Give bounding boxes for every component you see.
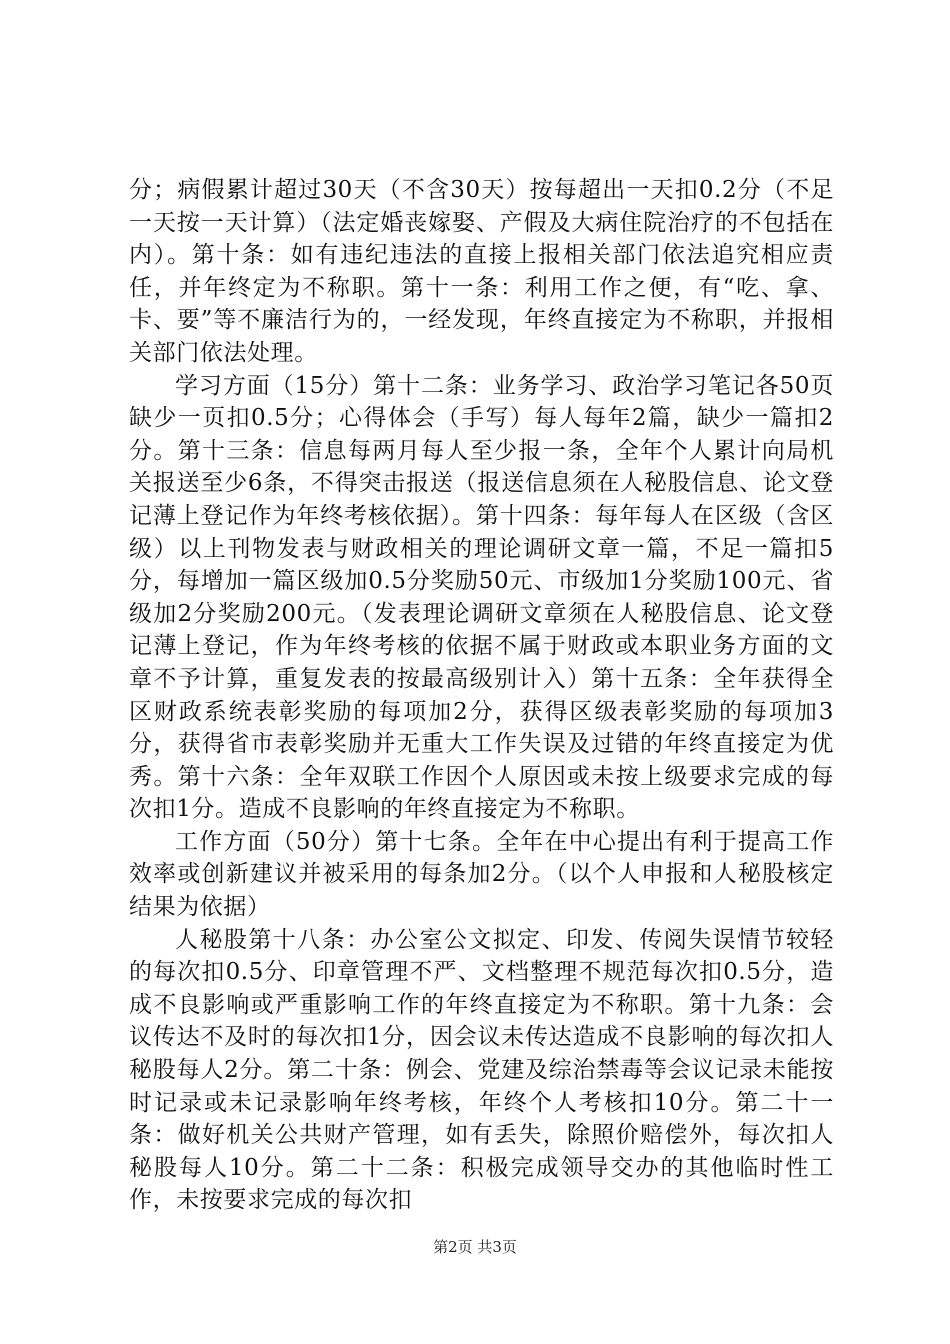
page-footer: 第2页 共3页 bbox=[433, 1238, 517, 1256]
paragraph-study: 学习方面（15分）第十二条：业务学习、政治学习笔记各50页缺少一页扣0.5分；心得体会（手写）每人每年2篇，缺少一篇扣2分。第十三条：信息每两月每人至少报一条，全年个人累计向局机关报送至少6条，不得突击报送（报送信息须在人秘股信息、论文登记薄上登记作为年终考核依据）。第十四条：每年每人在区级（含区级）以上刊物发表与财政相关的理论调研文章一篇，不足一篇扣5分，每增加一篇区级加0.5分奖励50元、市级加1分奖励100元、省级加2分奖励200元。（发表理论调研文章须在人秘股信息、论文登记薄上登记，作为年终考核的依据不属于财政或本职业务方面的文章不予计算，重复发表的按最高级别计入）第十五条：全年获得全区财政系统表彰奖励的每项加2分，获得区级表彰奖励的每项加3分，获得省市表彰奖励并无重大工作失误及过错的年终直接定为优秀。第十六条：全年双联工作因个人原因或未按上级要求完成的每次扣1分。造成不良影响的年终直接定为不称职。 bbox=[129, 372, 834, 823]
document-body bbox=[129, 174, 834, 1217]
paragraph-personnel-section: 人秘股第十八条：办公室公文拟定、印发、传阅失误情节较轻的每次扣0.5分、印章管理不严、文档整理不规范每次扣0.5分，造成不良影响或严重影响工作的年终直接定为不称职。第十九条：会议传达不及时的每次扣1分，因会议未传达造成不良影响的每次扣人秘股每人2分。第二十条：例会、党建及综治禁毒等会议记录未能按时记录或未记录影响年终考核，年终个人考核扣10分。第二十一条：做好机关公共财产管理，如有丢失，除照价赔偿外，每次扣人秘股每人10分。第二十二条：积极完成领导交办的其他临时性工作，未按要求完成的每次扣 bbox=[129, 926, 834, 1214]
paragraph-work: 工作方面（50分）第十七条。全年在中心提出有利于提高工作效率或创新建议并被采用的每条加2分。（以个人申报和人秘股核定结果为依据） bbox=[129, 828, 834, 921]
paragraph-continued: 分；病假累计超过30天（不含30天）按每超出一天扣0.2分（不足一天按一天计算）（法定婚丧嫁娶、产假及大病住院治疗的不包括在内）。第十条：如有违纪违法的直接上报相关部门依法追究相应责任，并年终定为不称职。第十一条：利用工作之便，有“吃、拿、卡、要”等不廉洁行为的，一经发现，年终直接定为不称职，并报相关部门依法处理。 bbox=[129, 177, 834, 366]
